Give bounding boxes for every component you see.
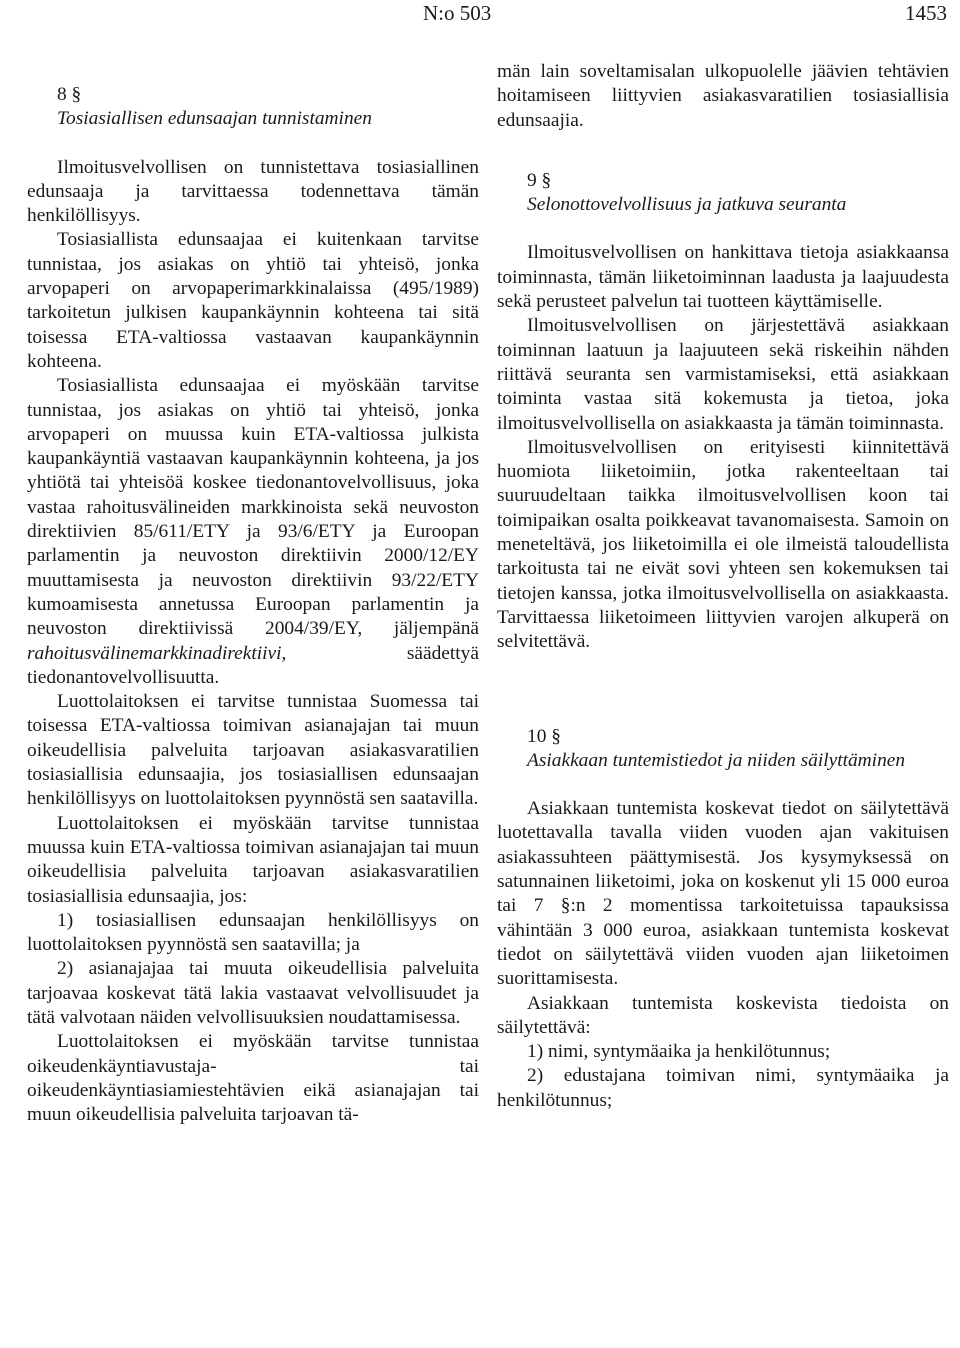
paragraph-continuation: män lain soveltamisalan ulkopuolelle jäävien tehtävien hoitamiseen liittyvien asiakasvaratilien tosiasiallisia edunsaajia. — [497, 61, 949, 131]
left-column — [27, 60, 479, 1127]
paragraph: Ilmoitusvelvollisen on hankittava tietoja asiakkaansa toiminnasta, tämän liiketoiminnan laadusta ja laajuudesta sekä perusteet palvelun tai tuotteen käyttämiselle. — [497, 242, 949, 313]
section-10-number: 10 § — [527, 725, 561, 747]
paragraph-text: Tosiasiallista edunsaajaa ei myöskään tarvitse tunnistaa, jos asiakas on yhtiö tai yhteisö, jonka arvopaperi on muussa kuin ETA-valtiossa julkista kaupankäyntiä vastaavan kaupankäynnin kohteena, ja jos yhtiötä tai yhteisöä koskee tiedonantovelvollisuus, joka vastaa rahoitusvälineiden markkinoista sekä neuvoston direktiivien 85/611/ETY ja 93/6/ETY ja Euroopan parlamentin ja neuvoston direktiivin 2000/12/EY muuttamisesta ja neuvoston direktiivin 93/22/ETY kumoamisesta annetussa Euroopan parlamentin ja neuvoston direktiivissä 2004/39/EY, jäljempänä — [27, 375, 479, 640]
paragraph: Luottolaitoksen ei tarvitse tunnistaa Suomessa tai toisessa ETA-valtiossa toimivan asianajajan tai muun oikeudellisia palveluita tarjoavan asiakasvaratilien tosiasiallisia edunsaajia, jos tosiasiallisen edunsaajan henkilöllisyys on luottolaitoksen pyynnöstä sen saatavilla. — [27, 691, 479, 810]
section-9-number: 9 § — [527, 169, 552, 191]
section-10-title: Asiakkaan tuntemistiedot ja niiden säilyttäminen — [527, 749, 906, 771]
section-8-title: Tosiasiallisen edunsaajan tunnistaminen — [57, 108, 372, 130]
paragraph: Ilmoitusvelvollisen on tunnistettava tosiasiallinen edunsaaja ja tarvittaessa todennettava tämän henkilöllisyys. — [27, 156, 479, 227]
list-item: 1) nimi, syntymäaika ja henkilötunnus; — [527, 1041, 831, 1063]
paragraph: Ilmoitusvelvollisen on järjestettävä asiakkaan toiminnan laatuun ja laajuuteen sekä riskeihin nähden riittävä seuranta sen varmistamiseksi, että asiakkaan toiminta vastaa sitä kokemusta ja tietoa, joka ilmoitusvelvollisella on asiakkaasta ja tämän toiminnasta. — [497, 315, 949, 434]
list-item: 2) asianajajaa tai muuta oikeudellisia palveluita tarjoavaa koskevat tätä lakia vastaavat velvollisuudet ja tätä valvotaan näiden velvollisuuksien noudattamisessa. — [27, 958, 479, 1028]
paragraph: Luottolaitoksen ei myöskään tarvitse tunnistaa oikeudenkäyntiavustaja- tai oikeudenkäyntiasiamiestehtävien eikä asianajajan tai muun oikeudellisia palveluita tarjoavan tä- — [27, 1031, 479, 1126]
emphasized-term: rahoitusvälinemarkkinadirektiivi — [27, 642, 282, 664]
paragraph: Asiakkaan tuntemista koskevat tiedot on säilytettävä luotettavalla tavalla viiden vuoden ajan vakituisen asiakassuhteen päättymisestä. Jos kysymyksessä on satunnainen liiketoimi, joka on koskenut yli 15 000 euroa tai 7 §:n 2 momentissa tarkoitetuissa tapauksissa vähintään 3 000 euroa, asiakkaan tuntemista koskevat tiedot on säilytettävä viiden vuoden ajan liiketoimen suorittamisesta. — [497, 798, 949, 990]
paragraph: Luottolaitoksen ei myöskään tarvitse tunnistaa muussa kuin ETA-valtiossa toimivan asianajajan tai muun oikeudellisia palveluita tarjoavan asiakasvaratilien tosiasiallisia edunsaajia, jos: — [27, 812, 479, 907]
paragraph: Ilmoitusvelvollisen on erityisesti kiinnitettävä huomiota liiketoimiin, jotka rakenteeltaan tai suuruudeltaan taikka ilmoitusvelvollisen koon tai toimipaikan osalta poikkeavat tavanomaisesta. Samoin on meneteltävä, jos liiketoimilla ei ole ilmeistä taloudellista tarkoitusta tai ne eivät sovi yhteen sen kokemuksen tai tietojen kanssa, jotka ilmoitusvelvollisella on asiakkaasta. Tarvittaessa liiketoimeen liittyvien varojen alkuperä on selvitettävä. — [497, 436, 949, 653]
section-9-title: Selonottovelvollisuus ja jatkuva seuranta — [527, 194, 847, 216]
section-8-number: 8 § — [57, 84, 82, 105]
paragraph: Tosiasiallista edunsaajaa ei kuitenkaan tarvitse tunnistaa, jos asiakas on yhtiö tai yhteisö, jonka arvopaperi on arvopaperimarkkinalaissa (495/1989) tarkoitetun julkisen kaupankäynnin kohteena tai sitä toisessa ETA-valtiossa vastaavan kaupankäynnin kohteena. — [27, 229, 479, 372]
page-header — [0, 0, 960, 30]
paragraph — [27, 374, 479, 690]
paragraph: Asiakkaan tuntemista koskevista tiedoista on säilytettävä: — [497, 992, 949, 1038]
right-column — [497, 60, 949, 1113]
issue-number: N:o 503 — [423, 1, 492, 25]
paragraph-text: , säädettyä tiedonantovelvollisuutta. — [27, 642, 479, 688]
list-item: 1) tosiasiallisen edunsaajan henkilöllisyys on luottolaitoksen pyynnöstä sen saatavilla; ja — [27, 909, 479, 956]
page-number: 1453 — [905, 1, 947, 25]
list-item: 2) edustajana toimivan nimi, syntymäaika ja henkilötunnus; — [497, 1065, 949, 1111]
